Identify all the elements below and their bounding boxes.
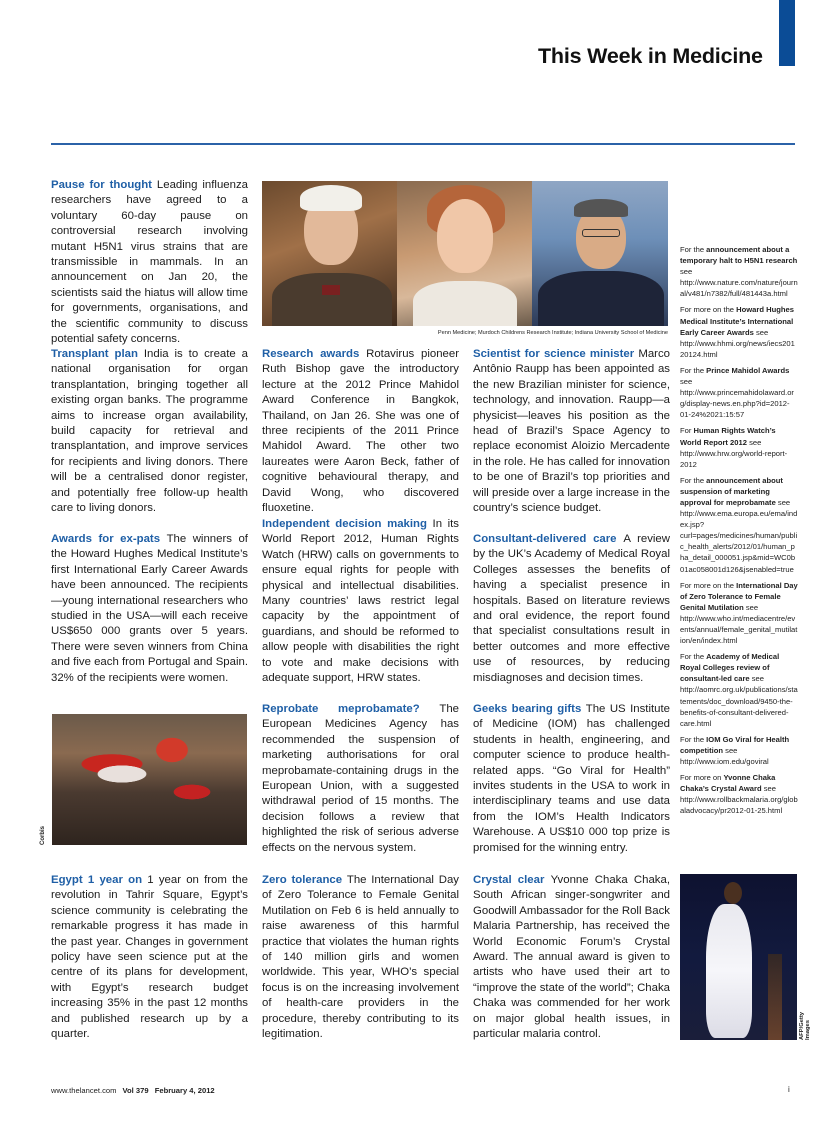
footer-url[interactable]: www.thelancet.com — [51, 1086, 117, 1095]
article-reprobate-meprobamate — [262, 702, 459, 856]
sidenote-link[interactable]: see http://www.rollbackmalaria.org/globaladvocacy/pr2012-01-25.html — [680, 784, 798, 816]
sidenote-hhmi[interactable]: For more on the Howard Hughes Medical Institute’s International Early Career Awards see http://www.hhmi.org/news/iecs20120124.html — [680, 305, 795, 359]
egypt-protest-photo — [52, 714, 247, 845]
article-headline: Reprobate meprobamate? — [262, 703, 440, 715]
sidenotes-margin — [680, 244, 798, 822]
article-body: In its World Report 2012, Human Rights Watch (HRW) calls on governments to ensure equal rights for people with physical and intellectual disabilities. Many countries’ laws restrict legal capacity by the appointment of guardians, and should be reformed to allow people with disabilities the right to vote and make decisions with adequate support, HRW states. — [262, 518, 459, 685]
article-body: Yvonne Chaka Chaka, South African singer-songwriter and Goodwill Ambassador for the Roll Back Malaria Partnership, has received the World Economic Forum’s Crystal Award. The annual award is given to artists who have used their art to “improve the state of the world”; Chaka Chaka was commended for her work on major global health issues, in particular malaria control. — [473, 874, 670, 1041]
header-divider — [51, 143, 795, 145]
article-body: Rotavirus pioneer Ruth Bishop gave the introductory lecture at the 2012 Prince Mahidol Award Conference in Bangkok, Thailand, on Jan 26. She was one of three recipients of the 2011 Prince Mahidol Award. The other two laureates were Aaron Beck, father of cognitive behavioural therapy, and David Wong, who discovered fluoxetine. — [262, 348, 459, 515]
article-geeks-bearing-gifts — [473, 702, 670, 856]
article-headline: Independent decision making — [262, 518, 433, 530]
sidenote-h5n1[interactable]: For the announcement about a temporary halt to H5N1 research see http://www.nature.com/nature/journal/v481/n7382/full/481443a.html — [680, 245, 798, 299]
portrait-david-wong — [532, 181, 668, 326]
article-research-awards — [262, 347, 459, 516]
article-body: The winners of the Howard Hughes Medical Institute’s first International Early Career Awards have been announced. The recipients—young international researchers who studied in the USA—will each receive US$650 000 grants over 5 years. There were seven winners from China and five each from Portugal and Spain. 32% of the recipients were women. — [51, 533, 248, 684]
article-zero-tolerance — [262, 873, 459, 1042]
sidenote-link[interactable]: see http://aomrc.org.uk/publications/statements/doc_download/9450-the-benefits-of-consultant-delivered-care.html — [680, 674, 798, 728]
article-body: 1 year on from the revolution in Tahrir Square, Egypt’s science community is celebrating the remarkable progress it has made in the past year. Changes in government policy have seen science put at the centre of its plans for development, with Egypt’s research budget increasing 35% in the past 12 months and published research up by a quarter. — [51, 874, 248, 1041]
chaka-chaka-photo — [680, 874, 797, 1040]
photo-credit-laureates: Penn Medicine; Murdoch Childrens Research Institute; Indiana University School of Medicine — [437, 330, 668, 336]
laureates-photo-strip — [262, 181, 668, 326]
sidenote-iom[interactable]: For the IOM Go Viral for Health competition see http://www.iom.edu/goviral — [680, 734, 790, 767]
article-consultant-delivered-care — [473, 532, 670, 686]
article-headline: Egypt 1 year on — [51, 874, 148, 886]
sidenote-chaka-chaka[interactable]: For more on Yvonne Chaka Chaka’s Crystal Award see http://www.rollbackmalaria.org/globaladvocacy/pr2012-01-25.html — [680, 773, 798, 816]
footer-date: February 4, 2012 — [154, 1086, 215, 1095]
sidenote-fgm[interactable]: For more on the International Day of Zero Tolerance to Female Genital Mutilation see http://www.who.int/mediacentre/events/annual/female_genital_mutilation/en/index.html — [680, 580, 798, 646]
header-accent-tab — [779, 0, 795, 66]
article-awards-for-ex-pats — [51, 532, 248, 686]
article-body: The European Medicines Agency has recommended the suspension of marketing authorisations for oral meprobamate-containing drugs in the European Union, with a suggested withdrawal period of 15 months. The decision follows a review that highlighted the risk of serious adverse effects on the nervous system. — [262, 703, 459, 854]
article-headline: Geeks bearing gifts — [473, 703, 586, 715]
sidenote-aomrc[interactable]: For the Academy of Medical Royal Colleges review of consultant-led care see http://aomrc.org.uk/publications/statements/doc_download/9450-the-benefits-of-consultant-delivered-care.html — [680, 652, 798, 728]
article-transplant-plan — [51, 347, 248, 516]
sidenote-link[interactable]: see http://www.ema.europa.eu/ema/index.jsp?curl=pages/medicines/human/public_health_alerts/2012/01/human_pha_detail_000051.jsp&mid=WC0b01ac058001d126&jsenabled=true — [680, 497, 798, 574]
article-scientist-for-science-minister — [473, 347, 670, 516]
sidenote-meprobamate[interactable]: For the announcement about suspension of marketing approval for meprobamate see http://www.ema.europa.eu/ema/index.jsp?curl=pages/medicines/human/public_health_alerts/2012/01/human_pha_detail_000051.jsp&mid=WC0b01ac058001d126&jsenabled=true — [680, 475, 798, 574]
sidenote-link[interactable]: see http://www.hhmi.org/news/iecs20120124.html — [680, 327, 795, 359]
sidenote-link[interactable]: see http://www.iom.edu/goviral — [680, 745, 769, 767]
article-headline: Research awards — [262, 348, 367, 360]
footer-volume: Vol 379 — [122, 1086, 149, 1095]
sidenote-link[interactable]: see http://www.hrw.org/world-report-2012 — [680, 437, 788, 469]
article-headline: Crystal clear — [473, 874, 551, 886]
article-body: A review by the UK’s Academy of Medical Royal Colleges assesses the benefits of having a specialist presence in hospitals. Based on literature reviews and oral evidence, the report found that specialist consultations result in better outcomes and more effective use of resources, by reducing misdiagnoses and decision times. — [473, 533, 670, 684]
article-body: India is to create a national organisation for organ transplantation, bringing together all existing organ banks. The programme aims to increase organ availability, build capacity for retrieval and transplantation, and improve services for recipients and living donors. There will be a centralised donor register, and potentially free follow-up health care to living donors. — [51, 348, 249, 515]
article-crystal-clear — [473, 873, 670, 1042]
sidenote-link[interactable]: see http://www.nature.com/nature/journal/v481/n7382/full/481443a.html — [680, 267, 798, 299]
article-headline: Consultant-delivered care — [473, 533, 624, 545]
article-body: Marco Antônio Raupp has been appointed as the new Brazilian minister for science, technology, and innovation. Raupp—a physicist—leaves his position as the head of Brazil’s Space Agency to replace economist Aloizio Mercadente in the role. He has called for innovation to be one of Brazil’s top priorities and will preside over a large increase in the country’s science budget. — [473, 348, 670, 515]
sidenote-prince-mahidol[interactable]: For the Prince Mahidol Awards see http://www.princemahidolaward.org/display-news.en.php?id=2012-01-24%2021:15:57 — [680, 365, 794, 420]
portrait-aaron-beck — [262, 181, 397, 326]
article-body: The International Day of Zero Tolerance to Female Genital Mutilation on Feb 6 is held annually to raise awareness of this harmful practice that violates the human rights of 140 million girls and women worldwide. This year, WHO’s special focus is on the increasing involvement of health-care providers in the procedure, thereby contributing to its legitimation. — [262, 874, 459, 1041]
article-body: Leading influenza researchers have agreed to a voluntary 60-day pause on controversial research involving mutant H5N1 virus strains that are transmissible in mammals. In an announcement on Jan 20, the scientists said the hiatus will allow time for governments, organisations, and the scientific community to discuss potential safety concerns. — [51, 179, 248, 346]
sidenote-link[interactable]: see http://www.princemahidolaward.org/display-news.en.php?id=2012-01-24%2021:15:57 — [680, 377, 794, 420]
page-number: i — [788, 1085, 790, 1094]
article-headline: Pause for thought — [51, 179, 157, 191]
article-egypt-1-year-on — [51, 873, 248, 1042]
article-headline: Transplant plan — [51, 348, 144, 360]
article-headline: Awards for ex-pats — [51, 533, 167, 545]
sidenote-hrw[interactable]: For Human Rights Watch’s World Report 2012 see http://www.hrw.org/world-report-2012 — [680, 426, 788, 469]
article-headline: Zero tolerance — [262, 874, 347, 886]
article-independent-decision-making — [262, 517, 459, 686]
article-headline: Scientist for science minister — [473, 348, 639, 360]
page-title: This Week in Medicine — [538, 44, 763, 68]
photo-credit-chaka: AFP/Getty Images — [799, 1011, 811, 1040]
photo-credit-egypt: Corbis — [40, 825, 46, 845]
sidenote-link[interactable]: see http://www.who.int/mediacentre/events/annual/female_genital_mutilation/en/index.html — [680, 602, 798, 646]
portrait-ruth-bishop — [397, 181, 532, 326]
article-pause-for-thought — [51, 178, 248, 347]
footer-citation — [51, 1086, 215, 1095]
article-body: The US Institute of Medicine (IOM) has challenged students in health, engineering, and computer science to produce health-related apps. “Go Viral for Health” invites students in the USA to work in interdisciplinary teams and use data from the IOM’s Health Indicators Warehouse. A US$10 000 top prize is promised for the winning entry. — [473, 703, 670, 854]
